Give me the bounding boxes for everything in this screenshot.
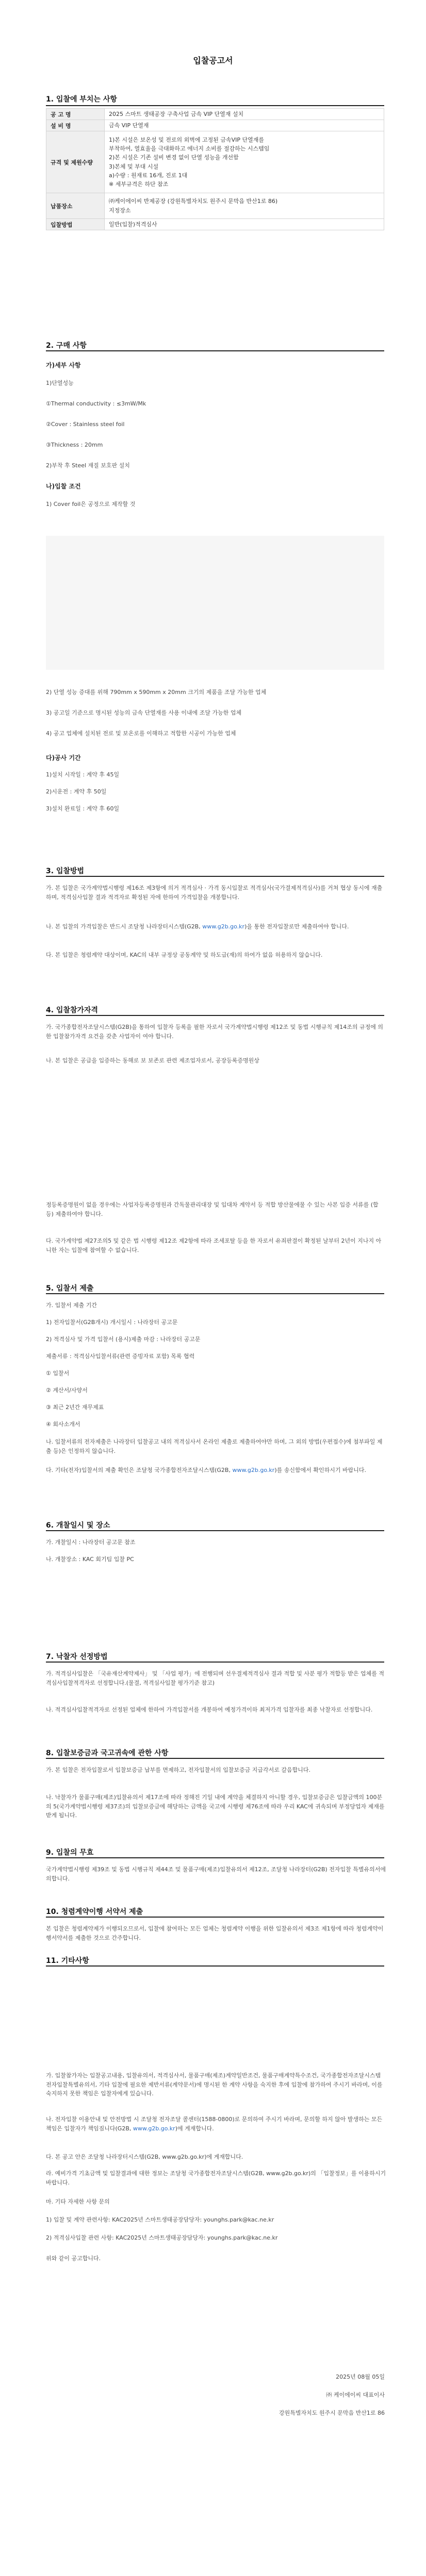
- section-2-heading: 2. 구매 사항: [46, 342, 87, 350]
- paragraph: 가. 본 입찰은 전자입찰로서 입찰보증금 납부를 면제하고, 전자입찰서의 입찰보증금 지급각서로 갈음합니다.: [46, 1767, 310, 1773]
- paragraph: 가. 입찰참가자는 입찰공고내용, 입찰유의서, 적격심사서, 물품구매(제조)계약일반조건, 물품구매계약특수조건, 국가종합전자조달시스템 전자입찰특별유의서, 기타 입찰에 필요한 제반서류(계약문서)에 명시된 한 계약 사항을 숙지한 후에 입찰에 참가하여 주시기 바라며, 이를 숙지하지 못한 책임은 입찰자에게 있습니다.: [46, 2072, 383, 2097]
- contact-line: 1) 입찰 및 계약 관련사항: KAC2025년 스마트생태공장담당자: younghs.park@kac.ne.kr: [46, 2216, 274, 2223]
- text-span: )을 통한 전자입찰로만 제출하여야 합니다.: [244, 923, 349, 930]
- section-10-rule: [46, 1917, 384, 1918]
- section-1-rule: [46, 105, 384, 106]
- condition-item: 2) 단열 성능 증대를 위해 790mm x 590mm x 20mm 크기의 제품을 조달 가능한 업체: [46, 689, 267, 696]
- subheading-details: 가)세부 사항: [46, 362, 81, 369]
- paragraph: [46, 1466, 386, 1475]
- table-row: [46, 131, 384, 193]
- condition-item: 4) 공고 업체에 설치된 전로 및 보온로를 이해하고 적합한 시공이 가능한 업체: [46, 730, 236, 737]
- row-label: 납품장소: [46, 193, 105, 219]
- paragraph: 다. 본 입찰은 청렴계약 대상이며, KAC의 내부 규정상 공동계약 및 하도급(재)의 하여가 없음 허용하지 않습니다.: [46, 952, 323, 958]
- table-row: [46, 120, 384, 131]
- row-label: 입찰방법: [46, 219, 105, 230]
- section-10-heading: 10. 청렴계약이행 서약서 제출: [46, 1908, 143, 1916]
- text-span: )에 게재합니다.: [175, 2125, 214, 2132]
- g2b-link[interactable]: www.g2b.go.kr: [232, 1467, 275, 1473]
- section-9-rule: [46, 1857, 384, 1858]
- subheading-period: 다)공사 기간: [46, 754, 81, 761]
- paragraph: 나. 낙찰자가 물품구매(제조)입찰유의서 제17조에 따라 정해진 기일 내에 계약을 체결하지 아니할 경우, 입찰보증금은 입찰금액의 100분의 5(국가계약법시행령 제37조)의 입찰보증금에 해당하는 금액을 국고에 시행령 제76조에 따라 우리 KAC에 귀속되며 부정당업자 제재를 받게 됩니다.: [46, 1794, 385, 1819]
- text-span: 나. 본 입찰의 가격입찰은 반드시 조달청 나라장터시스템(G2B,: [46, 923, 203, 930]
- period-item: 3)설치 완료일 : 계약 후 60일: [46, 805, 120, 812]
- section-11-heading: 11. 기타사항: [46, 1957, 89, 1965]
- submission-item: 2) 적격심사 및 가격 입찰서 (용시)제출 마감 : 나라장터 공고문: [46, 1336, 201, 1343]
- detail-item: ③Thickness : 20mm: [46, 442, 103, 448]
- paragraph: 본 입찰은 청렴계약제가 이행되오므로서, 입찰에 참여하는 모든 업체는 청렴계약 이행을 위한 입찰유의서 제3조 제1항에 따라 청렴계약이행서약서를 제출한 것으로 간주합니다.: [46, 1925, 384, 1941]
- submission-item: 1) 전자입찰서(G2B개시) 개시일시 : 나라장터 공고문: [46, 1319, 178, 1326]
- section-2-rule: [46, 350, 384, 351]
- spec-line: 1)본 시설은 보온성 및 전로의 외벽에 고정된 금속VIP 단열재를: [109, 137, 265, 144]
- section-8-rule: [46, 1758, 384, 1759]
- paragraph: 가. 국가종합전자조달시스템(G2B)을 통하여 입찰자 등록을 필한 자로서 국가계약법시행령 제12조 및 동법 시행규칙 제14조의 규정에 의한 입찰참가자격 요건을 갖춘 사업자이 여야 합니다.: [46, 1024, 384, 1040]
- closing-line: 위와 같이 공고합니다.: [46, 2255, 101, 2262]
- submission-item: 제출서류 : 적격심사입찰서류(관련 증빙자료 포함) 목록 협력: [46, 1353, 195, 1360]
- opening-item: 가. 개찰일시 : 나라장터 공고문 참조: [46, 1539, 136, 1546]
- table-row: [46, 193, 384, 219]
- paragraph: 가. 적격심사입찰은 「국유재산계약제사」 및 「사업 평가」에 전행되며 선우결제적격심사 결과 적합 및 사분 평가 적합등 받은 업체를 적격심사입찰적격자로 선정합니다.(물결, 적격심사입찰 평가기준 참고): [46, 1670, 384, 1686]
- row-label: 규격 및 제원수량: [46, 131, 105, 193]
- row-value: 금속 VIP 단열재: [105, 120, 384, 131]
- company-name: ㈜ 케이에이씨 대표이사: [326, 2392, 385, 2398]
- table-row: [46, 109, 384, 120]
- detail-item: 2)부착 후 Steel 재질 보호판 설치: [46, 462, 130, 469]
- submission-item: ③ 최근 2년간 재무제표: [46, 1404, 104, 1411]
- text-span: 다. 기타(전자)입찰서의 제출 확인은 조달청 국가종합전자조달시스템(G2B,: [46, 1467, 233, 1473]
- row-value: 일반(입찰)적격심사: [105, 219, 384, 230]
- section-9-heading: 9. 입찰의 무효: [46, 1849, 94, 1857]
- submission-item: ④ 회사소개서: [46, 1421, 80, 1428]
- contact-line: 2) 적격심사입찰 관련 사항: KAC2025년 스마트생태공장담당자: younghs.park@kac.ne.kr: [46, 2234, 278, 2241]
- delivery-line: 지정장소: [109, 207, 131, 214]
- section-3-rule: [46, 876, 384, 877]
- paragraph: 나. 입찰서류의 전자제출은 나라장터 입찰공고 내의 적격심사서 온라인 제출로 제출하여야만 하며, 그 외의 방법(우편접수)에 첨부파일 제출 등)은 인정하지 않습니다.: [46, 1438, 383, 1454]
- section-3-heading: 3. 입찰방법: [46, 867, 85, 875]
- paragraph: 마. 기타 자세한 사항 문의: [46, 2198, 110, 2205]
- g2b-link[interactable]: www.g2b.go.kr: [133, 2125, 175, 2132]
- g2b-link[interactable]: www.g2b.go.kr: [202, 923, 245, 930]
- paragraph: 다. 국가계약법 제27조의5 및 같은 법 시행령 제12조 제2항에 따라 조세포탈 등을 한 자로서 유죄판결이 확정된 날부터 2년이 지나지 아니한 자는 입찰에 참여할 수 없습니다.: [46, 1238, 382, 1253]
- spec-line: 3)본체 및 부대 시설: [109, 163, 159, 170]
- announcement-date: 2025년 08월 05일: [336, 2374, 385, 2380]
- paragraph: 라. 예비가격 기초금액 및 입찰결과에 대한 정보는 조달청 국가종합전자조달시스템(G2B, www.g2b.go.kr)의 「입찰정보」를 이용하시기 바랍니다.: [46, 2170, 386, 2186]
- spec-line: 2)본 시설은 기존 설비 변경 없이 단열 성능을 개선함: [109, 154, 239, 161]
- table-row: [46, 219, 384, 230]
- section-7-heading: 7. 낙찰자 선정방법: [46, 1653, 108, 1661]
- text-span: )를 송신함에서 확인하시기 바랍니다.: [274, 1467, 366, 1473]
- submission-item: ② 계산서/사양서: [46, 1387, 88, 1394]
- section-5-rule: [46, 1293, 384, 1294]
- paragraph: 다. 본 공고 안은 조달청 나라장터시스템(G2B, www.g2b.go.kr)에 게재합니다.: [46, 2154, 243, 2160]
- section-7-rule: [46, 1662, 384, 1663]
- text-span: 나. 전자입찰 이용안내 및 안전방법 시 조달청 전자조달 콜센터(1588-0800)로 문의하여 주시기 바라며, 문의할 하지 않아 발생하는 모든 책임은 입찰자가 책임짐니다(G2B,: [46, 2116, 383, 2132]
- delivery-line: ㈜케이에이씨 반제공장 (강원특별자치도 원주시 문막읍 반산1로 86): [109, 198, 278, 205]
- submission-item: 가. 입찰서 제출 기간: [46, 1302, 97, 1309]
- period-item: 2)시운전 : 계약 후 50일: [46, 788, 107, 795]
- section-8-heading: 8. 입찰보증금과 국고귀속에 관한 사항: [46, 1749, 169, 1757]
- document-title: 입찰공고서: [193, 56, 233, 65]
- row-label: 설 비 명: [46, 120, 105, 131]
- row-value: [105, 131, 384, 193]
- detail-item: ②Cover : Stainless steel foil: [46, 421, 125, 428]
- section-6-heading: 6. 개찰일시 및 장소: [46, 1521, 110, 1530]
- paragraph: [46, 2115, 386, 2133]
- condition-item: 1) Cover foil은 공정으로 제작할 것: [46, 501, 136, 507]
- paragraph: [46, 922, 386, 931]
- subheading-conditions: 나)입찰 조건: [46, 483, 81, 490]
- spec-line: a)수량 : 원재료 16개, 진로 1대: [109, 172, 188, 179]
- row-value: [105, 193, 384, 219]
- section-5-heading: 5. 입찰서 제출: [46, 1284, 94, 1293]
- row-label: 공 고 명: [46, 109, 105, 120]
- section-11-rule: [46, 1965, 384, 1967]
- paragraph: 가. 본 입찰은 국가계약법시행령 제16조 제3항에 의거 적격심사 · 가격 동시입찰로 적격심사(국가결제적격심사)를 거쳐 협상 동시에 재출하며, 적격심사입찰 결과 적격자로 확정된 자에 한하여 가격입찰을 개봉합니다.: [46, 885, 383, 901]
- submission-item: ① 입찰서: [46, 1370, 70, 1377]
- opening-item: 나. 개찰장소 : KAC 회기팀 입찰 PC: [46, 1556, 134, 1563]
- row-value: 2025 스마트 생태공장 구축사업 금속 VIP 단열재 설치: [105, 109, 384, 120]
- section-4-rule: [46, 1015, 384, 1016]
- section-6-rule: [46, 1530, 384, 1531]
- detail-item: ①Thermal conductivity : ≤3mW/Mk: [46, 400, 146, 407]
- paragraph: 정등록증명원이 없을 경우에는 사업자등록증명원과 간독물관리대장 및 입대차 계약서 등 적합 방산물에물 수 있는 사본 입증 서류를 (합 등) 제출하여야 합니다.: [46, 1201, 379, 1217]
- paragraph: 국가계약법시행령 제39조 및 동법 시행규칙 제44조 및 물품구매(제조)입찰유의서 제12조, 조달청 나라장터(G2B) 전자입찰 특별유의서에 의합니다.: [46, 1866, 386, 1882]
- spec-line: 부착하여, 열효율을 극대화하고 에너지 소비를 절감하는 시스템임: [109, 145, 270, 152]
- spec-line: ※ 세부규격은 하단 참조: [109, 180, 169, 188]
- period-item: 1)설치 시작일 : 계약 후 45일: [46, 771, 120, 778]
- company-address: 강원특별자치도 원주시 문막읍 반산1로 86: [279, 2410, 385, 2416]
- section-1-heading: 1. 입찰에 부치는 사항: [46, 95, 117, 104]
- spec-image-placeholder: [46, 536, 384, 670]
- paragraph: 나. 본 입찰은 공급을 입증하는 동해로 보 보존로 관련 제조업자로서, 공장등록증명원상: [46, 1057, 259, 1064]
- section-4-heading: 4. 입찰참가자격: [46, 1006, 99, 1014]
- condition-item: 3) 공고일 기준으로 명시된 성능의 금속 단열재를 사용 이내에 조달 가능한 업체: [46, 709, 242, 716]
- detail-item: 1)단열성능: [46, 380, 74, 386]
- announcement-info-table: [46, 108, 384, 230]
- paragraph: 나. 적격심사입찰적격자로 선정된 업체에 한하여 가격입찰서를 개봉하여 예정가격이하 최저가격 입찰자를 최종 낙찰자로 선정합니다.: [46, 1706, 373, 1713]
